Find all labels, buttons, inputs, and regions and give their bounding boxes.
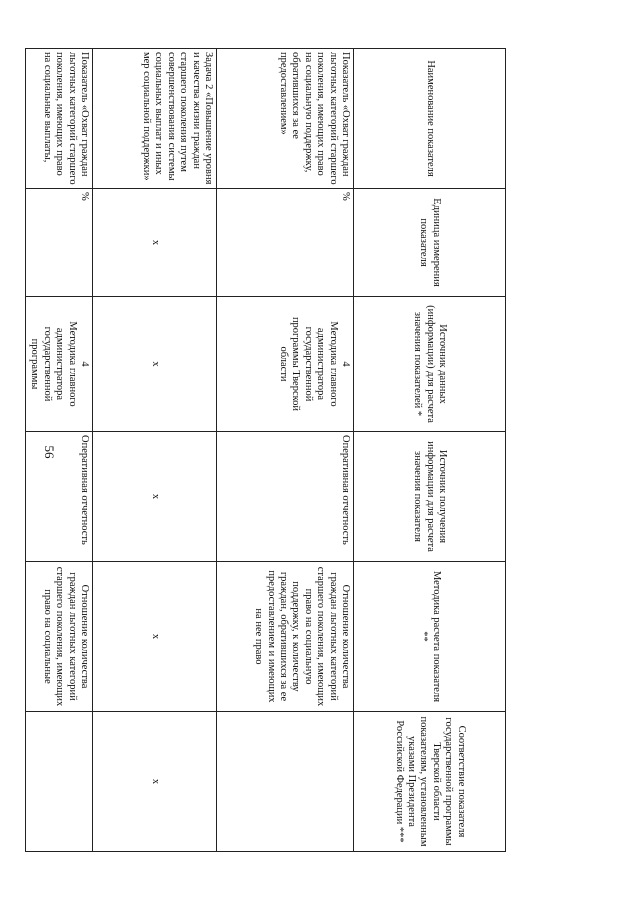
table-row: [25, 49, 92, 852]
header-unit: Единица измерения показателя: [354, 189, 506, 297]
row2-unit: x: [93, 189, 217, 297]
row3-source-data: [25, 297, 92, 432]
header-method: Методика расчета показателя **: [354, 562, 506, 712]
row1-name: Показатель «Охват граждан льготных категорий старшего поколения, имеющих право на социальную поддержку, обратившихся за ее предоставлением»: [217, 49, 354, 189]
row3-compliance: [25, 712, 92, 852]
row3-source-data-text: Методика главного администратора государственной программы: [29, 321, 78, 407]
page-number: 56: [42, 445, 57, 459]
header-compliance: Соответствие показателя государственной программы Тверской области показателям, установленным указами Президента Российской Федерации ***: [354, 712, 506, 852]
row3-name: Показатель «Охват граждан льготных категорий старшего поколения, имеющих право на социальные выплаты,: [25, 49, 92, 189]
indicator-table: [25, 48, 506, 852]
row1-source-data: [217, 297, 354, 432]
header-source-info: Источник получения информации для расчета значения показателя: [354, 432, 506, 562]
row1-source-data-text: Методика главного администратора государственной программы Тверской области: [277, 316, 339, 412]
row1-compliance: [217, 712, 354, 852]
row1-unit: %: [217, 189, 354, 297]
header-source-data: Источник данных (информации) для расчета значения показателей *: [354, 297, 506, 432]
row2-name: Задача 2 «Повышение уровня и качества жизни граждан старшего поколения путем совершенствования системы социальных выплат и иных мер социальной поддержки»: [93, 49, 217, 189]
header-name: Наименование показателя: [354, 49, 506, 189]
row3-source-data-num: 4: [79, 361, 90, 367]
row2-method: x: [93, 562, 217, 712]
row3-source-info: Оперативная отчетность: [25, 432, 92, 562]
row2-source-data: x: [93, 297, 217, 432]
row2-compliance: x: [93, 712, 217, 852]
table-row: [217, 49, 354, 852]
row1-method: Отношение количества граждан льготных категорий старшего поколения, имеющих право на социальную поддержку, к количеству граждан, обратившихся за ее предоставлением и имеющих на нее право: [217, 562, 354, 712]
row1-source-data-num: 4: [340, 361, 351, 367]
row2-source-info: x: [93, 432, 217, 562]
row3-unit: %: [25, 189, 92, 297]
header-row: [354, 49, 506, 852]
row3-method: Отношение количества граждан льготных категорий старшего поколения, имеющих право на социальные: [25, 562, 92, 712]
table-row: [93, 49, 217, 852]
row1-source-info: Оперативная отчетность: [217, 432, 354, 562]
